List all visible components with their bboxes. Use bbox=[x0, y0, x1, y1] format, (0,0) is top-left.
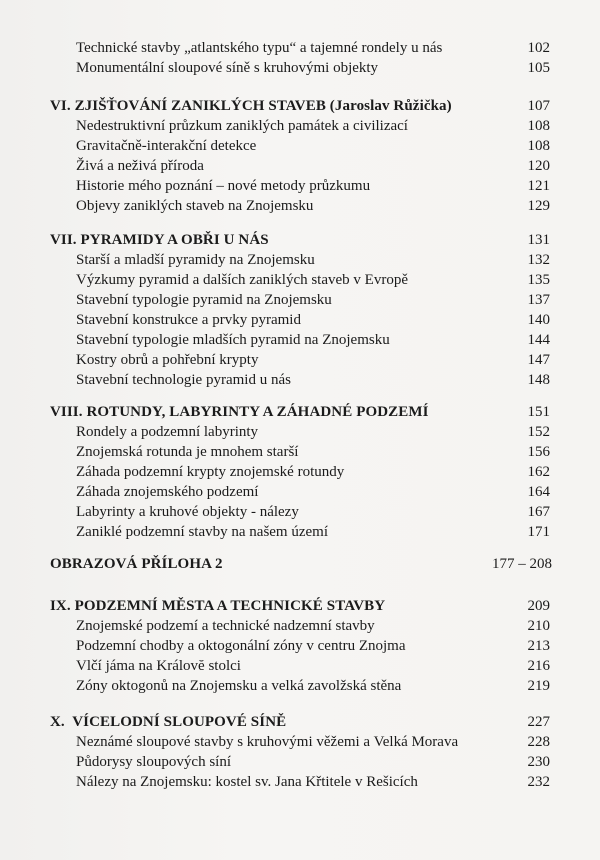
toc-entry-title: Živá a neživá příroda bbox=[76, 158, 204, 174]
toc-entry bbox=[0, 462, 600, 482]
toc-entry-page: 162 bbox=[527, 464, 550, 480]
toc-entry bbox=[0, 250, 600, 270]
toc-section-title bbox=[0, 596, 600, 616]
toc-entry-title: Vlčí jáma na Královĕ stolci bbox=[76, 658, 241, 674]
toc-entry-title: Záhada podzemní krypty znojemské rotundy bbox=[76, 464, 345, 480]
toc-section-title bbox=[0, 230, 600, 250]
toc-entry-page: 105 bbox=[527, 60, 550, 76]
toc-entry-page: 140 bbox=[527, 312, 550, 328]
toc-entry bbox=[0, 136, 600, 156]
section-page: 151 bbox=[527, 404, 550, 420]
toc-entry-page: 156 bbox=[527, 444, 550, 460]
toc-entry bbox=[0, 270, 600, 290]
toc-entry-page: 102 bbox=[527, 40, 550, 56]
toc-entry bbox=[0, 502, 600, 522]
section-heading: VI. ZJIŠŤOVÁNÍ ZANIKLÝCH STAVEB (Jaroslav Růžička) bbox=[50, 98, 452, 114]
toc-entry-page: 210 bbox=[527, 618, 550, 634]
toc-entry bbox=[0, 522, 600, 542]
toc-entry-page: 219 bbox=[527, 678, 550, 694]
toc-entry-title: Stavební typologie mladších pyramid na Znojemsku bbox=[76, 332, 390, 348]
toc-entry bbox=[0, 616, 600, 636]
toc-entry-page: 232 bbox=[527, 774, 550, 790]
toc-entry-page: 132 bbox=[527, 252, 550, 268]
toc-entry bbox=[0, 422, 600, 442]
toc-appendix bbox=[0, 554, 600, 574]
toc-entry bbox=[0, 656, 600, 676]
toc-entry bbox=[0, 442, 600, 462]
appendix-page-range: 177 – 208 bbox=[492, 556, 552, 572]
toc-entry bbox=[0, 370, 600, 390]
toc-entry bbox=[0, 116, 600, 136]
toc-entry-page: 171 bbox=[527, 524, 550, 540]
toc-entry-page: 228 bbox=[527, 734, 550, 750]
toc-entry-title: Stavební technologie pyramid u nás bbox=[76, 372, 291, 388]
toc-entry bbox=[0, 290, 600, 310]
toc-entry-title: Technické stavby „atlantského typu“ a tajemné rondely u nás bbox=[76, 40, 443, 56]
toc-entry-title: Znojemské podzemí a technické nadzemní stavby bbox=[76, 618, 375, 634]
toc-entry-page: 129 bbox=[527, 198, 550, 214]
toc-entry-title: Podzemní chodby a oktogonální zóny v centru Znojma bbox=[76, 638, 406, 654]
toc-entry bbox=[0, 310, 600, 330]
toc-section-title bbox=[0, 402, 600, 422]
toc-entry bbox=[0, 636, 600, 656]
toc-entry-title: Kostry obrů a pohřební krypty bbox=[76, 352, 259, 368]
toc-entry-page: 152 bbox=[527, 424, 550, 440]
toc-entry-page: 216 bbox=[527, 658, 550, 674]
toc-entry-title: Stavební konstrukce a prvky pyramid bbox=[76, 312, 301, 328]
toc-entry-page: 108 bbox=[527, 118, 550, 134]
toc-entry-title: Zóny oktogonů na Znojemsku a velká zavolžská stěna bbox=[76, 678, 402, 694]
toc-entry-page: 135 bbox=[527, 272, 550, 288]
toc-entry-title: Stavební typologie pyramid na Znojemsku bbox=[76, 292, 332, 308]
section-heading: X. VÍCELODNÍ SLOUPOVÉ SÍNĚ bbox=[50, 714, 287, 730]
toc-entry bbox=[0, 330, 600, 350]
toc-entry bbox=[0, 482, 600, 502]
appendix-heading: OBRAZOVÁ PŘÍLOHA 2 bbox=[50, 556, 223, 572]
toc-entry-page: 213 bbox=[527, 638, 550, 654]
toc-entry-title: Nálezy na Znojemsku: kostel sv. Jana Křtitele v Rešicích bbox=[76, 774, 418, 790]
toc-entry bbox=[0, 156, 600, 176]
toc-entry-title: Záhada znojemského podzemí bbox=[76, 484, 259, 500]
toc-entry-page: 167 bbox=[527, 504, 550, 520]
toc-entry-title: Půdorysy sloupových síní bbox=[76, 754, 232, 770]
toc-entry-page: 137 bbox=[527, 292, 550, 308]
section-page: 209 bbox=[527, 598, 550, 614]
toc-entry-title: Gravitačně-interakční detekce bbox=[76, 138, 257, 154]
section-heading: IX. PODZEMNÍ MĚSTA A TECHNICKÉ STAVBY bbox=[50, 598, 386, 614]
toc-entry-page: 120 bbox=[527, 158, 550, 174]
toc-entry-page: 230 bbox=[527, 754, 550, 770]
section-page: 107 bbox=[527, 98, 550, 114]
toc-section-title bbox=[0, 712, 600, 732]
toc-entry-title: Neznámé sloupové stavby s kruhovými věžemi a Velká Morava bbox=[76, 734, 459, 750]
toc-entry-title: Monumentální sloupové síně s kruhovými objekty bbox=[76, 60, 379, 76]
section-page: 131 bbox=[527, 232, 550, 248]
toc-entry-page: 144 bbox=[527, 332, 550, 348]
section-heading: VIII. ROTUNDY, LABYRINTY A ZÁHADNÉ PODZEMÍ bbox=[50, 404, 429, 420]
toc-entry bbox=[0, 176, 600, 196]
toc-entry-title: Zaniklé podzemní stavby na našem území bbox=[76, 524, 329, 540]
toc-entry-title: Nedestruktivní průzkum zaniklých památek a civilizací bbox=[76, 118, 408, 134]
toc-entry bbox=[0, 772, 600, 792]
toc-entry bbox=[0, 196, 600, 216]
toc-entry-page: 164 bbox=[527, 484, 550, 500]
toc-entry bbox=[0, 38, 600, 58]
toc-entry bbox=[0, 752, 600, 772]
toc-section-title bbox=[0, 96, 600, 116]
toc-entry-title: Historie mého poznání – nové metody průzkumu bbox=[76, 178, 371, 194]
toc-entry-page: 121 bbox=[527, 178, 550, 194]
toc-entry-title: Labyrinty a kruhové objekty - nálezy bbox=[76, 504, 299, 520]
toc-entry bbox=[0, 350, 600, 370]
toc-entry-title: Znojemská rotunda je mnohem starší bbox=[76, 444, 299, 460]
toc-entry bbox=[0, 732, 600, 752]
toc-entry-title: Starší a mladší pyramidy na Znojemsku bbox=[76, 252, 315, 268]
toc-entry-page: 108 bbox=[527, 138, 550, 154]
section-heading: VII. PYRAMIDY A OBŘI U NÁS bbox=[50, 232, 269, 248]
section-page: 227 bbox=[527, 714, 550, 730]
toc-entry-page: 148 bbox=[527, 372, 550, 388]
toc-entry-title: Objevy zaniklých staveb na Znojemsku bbox=[76, 198, 314, 214]
toc-entry-page: 147 bbox=[527, 352, 550, 368]
toc-entry bbox=[0, 676, 600, 696]
toc-entry bbox=[0, 58, 600, 78]
toc-entry-title: Rondely a podzemní labyrinty bbox=[76, 424, 259, 440]
toc-entry-title: Výzkumy pyramid a dalších zaniklých staveb v Evropě bbox=[76, 272, 408, 288]
